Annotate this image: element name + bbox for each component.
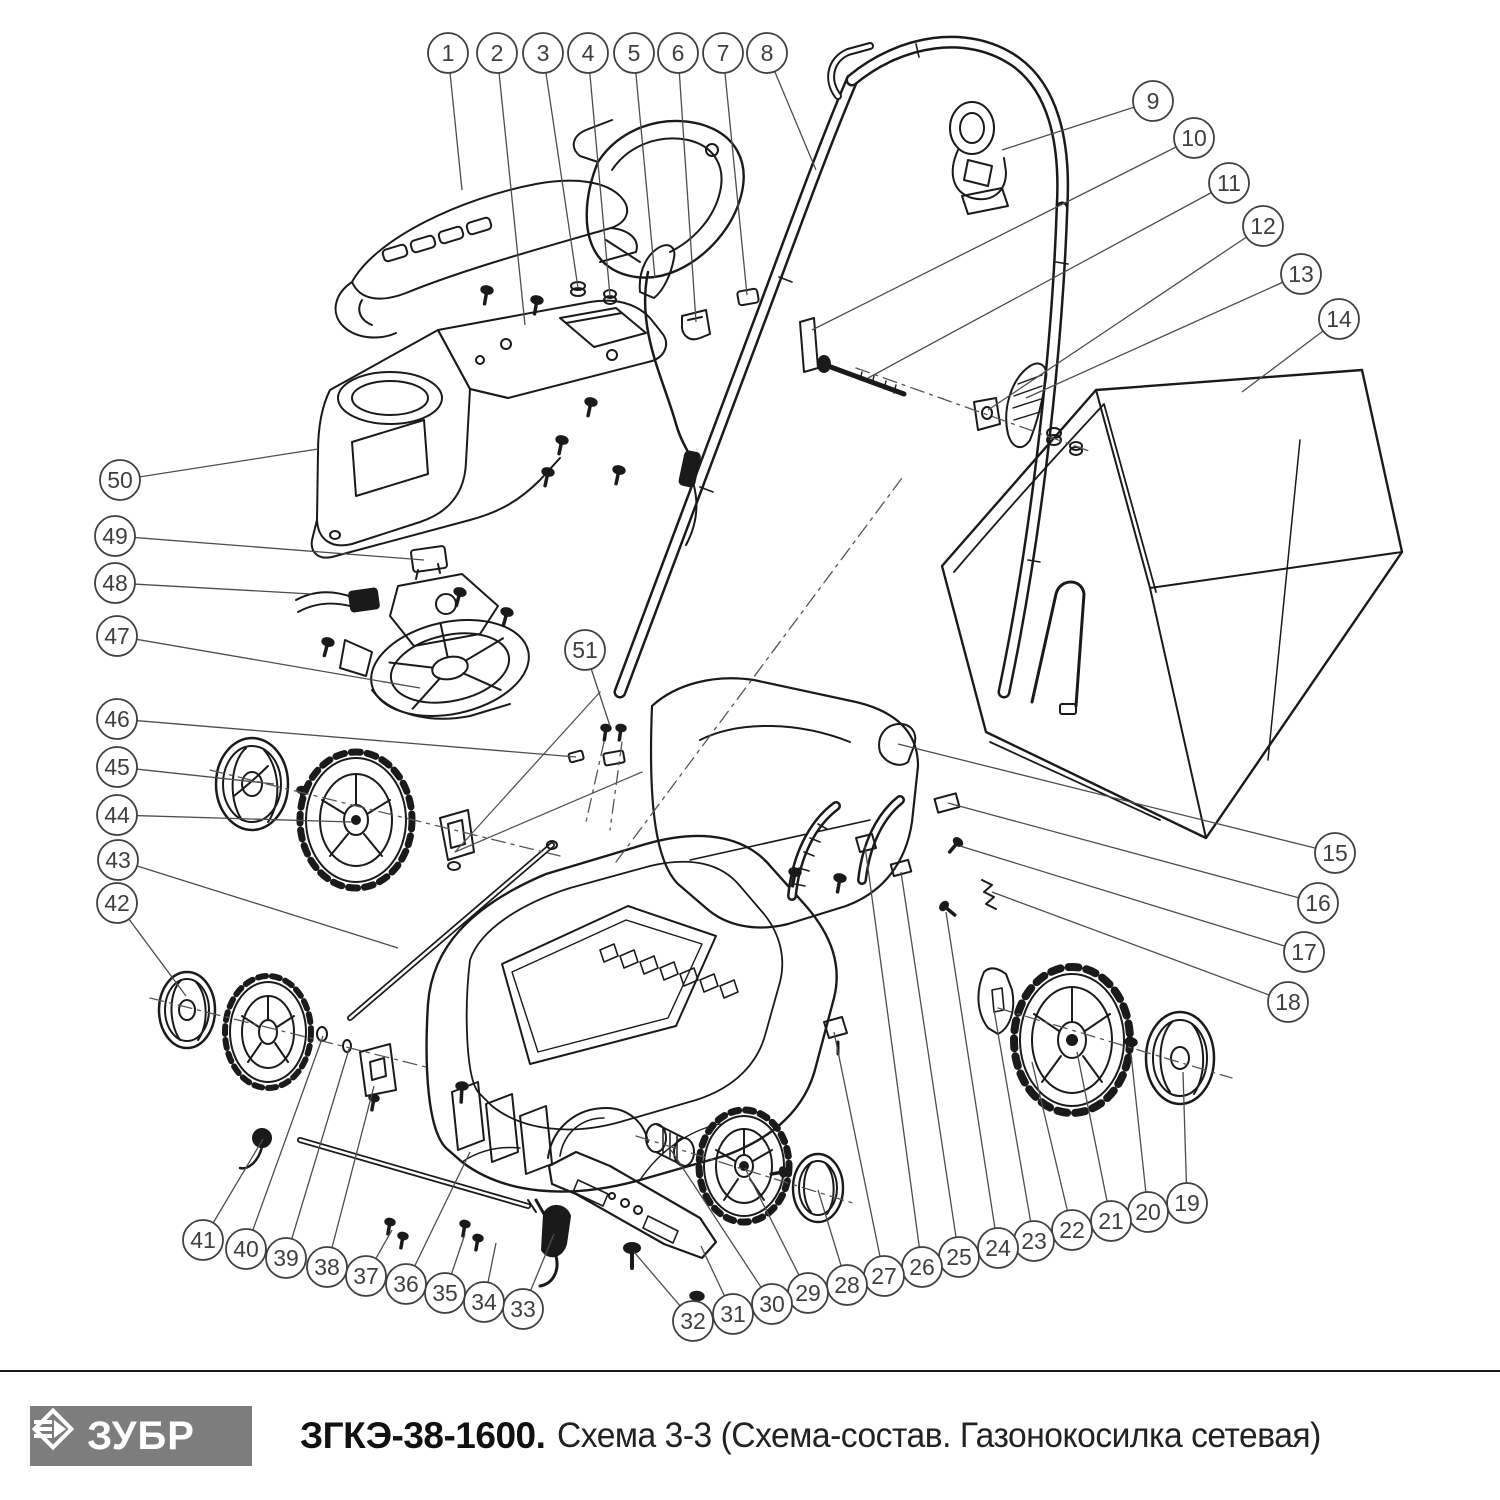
callout-21 xyxy=(1091,1201,1131,1241)
leader-line-48 xyxy=(115,583,312,594)
callout-13 xyxy=(1281,254,1321,294)
svg-text:13: 13 xyxy=(1288,261,1314,287)
callout-26 xyxy=(902,1247,942,1287)
svg-text:36: 36 xyxy=(393,1271,419,1297)
svg-text:28: 28 xyxy=(834,1272,860,1298)
svg-text:1: 1 xyxy=(441,40,455,66)
wheel-front-center xyxy=(699,1110,789,1222)
callout-16 xyxy=(1298,883,1338,923)
leader-line-38 xyxy=(327,1086,374,1267)
callout-17 xyxy=(1284,932,1324,972)
support-arm-rod xyxy=(350,841,557,1018)
leader-line-6 xyxy=(678,53,696,322)
callout-50 xyxy=(100,460,140,500)
schematic-subtitle: Схема 3-3 (Схема-состав. Газонокосилка сетевая) xyxy=(557,1416,1322,1455)
callout-44 xyxy=(97,795,137,835)
svg-text:46: 46 xyxy=(104,706,130,732)
knob-ball-part xyxy=(240,1129,271,1168)
callout-33 xyxy=(503,1289,543,1329)
model-number: ЗГКЭ-38-1600. xyxy=(300,1415,546,1456)
callout-5 xyxy=(614,33,654,73)
caster-bracket-lower xyxy=(360,1044,396,1096)
callout-18 xyxy=(1268,982,1308,1022)
deck-clamp-parts xyxy=(568,750,625,765)
svg-text:47: 47 xyxy=(104,623,130,649)
svg-text:17: 17 xyxy=(1291,939,1317,965)
svg-text:5: 5 xyxy=(627,40,641,66)
svg-text:22: 22 xyxy=(1059,1217,1085,1243)
callout-23 xyxy=(1014,1221,1054,1261)
callout-19 xyxy=(1167,1183,1207,1223)
callout-45 xyxy=(97,747,137,787)
callout-6 xyxy=(658,33,698,73)
svg-text:27: 27 xyxy=(871,1263,897,1289)
callout-37 xyxy=(346,1256,386,1296)
svg-text:26: 26 xyxy=(909,1254,935,1280)
callout-40 xyxy=(226,1229,266,1269)
callout-9 xyxy=(1133,81,1173,121)
svg-text:10: 10 xyxy=(1181,125,1207,151)
svg-text:4: 4 xyxy=(581,40,595,66)
svg-text:50: 50 xyxy=(107,467,133,493)
callout-43 xyxy=(98,840,138,880)
callout-39 xyxy=(266,1238,306,1278)
cord-hook-part xyxy=(950,102,1008,214)
leader-line-43 xyxy=(118,860,398,948)
callout-24 xyxy=(978,1228,1018,1268)
callout-20 xyxy=(1128,1192,1168,1232)
bushing-part xyxy=(646,1124,694,1166)
leader-line-27 xyxy=(834,1032,884,1276)
callout-41 xyxy=(183,1220,223,1260)
callout-29 xyxy=(788,1273,828,1313)
svg-text:31: 31 xyxy=(720,1301,746,1327)
callout-51 xyxy=(565,630,605,670)
callout-3 xyxy=(523,33,563,73)
leader-line-45 xyxy=(117,767,274,784)
wheel-upper-left xyxy=(300,752,412,888)
leader-line-4 xyxy=(588,53,610,296)
svg-text:42: 42 xyxy=(104,890,130,916)
schematic-title xyxy=(300,1406,1353,1466)
callout-30 xyxy=(752,1284,792,1324)
svg-text:44: 44 xyxy=(104,802,130,828)
svg-text:41: 41 xyxy=(190,1227,216,1253)
callout-31 xyxy=(713,1294,753,1334)
leader-line-50 xyxy=(120,449,318,480)
leader-line-12 xyxy=(988,226,1263,410)
svg-text:30: 30 xyxy=(759,1291,785,1317)
rear-housing-part xyxy=(651,678,918,927)
leader-line-44 xyxy=(117,815,352,822)
callout-36 xyxy=(386,1264,426,1304)
callout-4 xyxy=(568,33,608,73)
leader-line-3 xyxy=(543,53,578,288)
spring-anchor-part xyxy=(536,1200,570,1286)
svg-text:7: 7 xyxy=(716,40,730,66)
callout-22 xyxy=(1052,1210,1092,1250)
svg-text:23: 23 xyxy=(1021,1228,1047,1254)
svg-text:32: 32 xyxy=(680,1308,706,1334)
leader-line-21 xyxy=(1077,1052,1111,1221)
callout-35 xyxy=(425,1273,465,1313)
leader-line-20 xyxy=(1131,1054,1148,1212)
motor-hood-part xyxy=(312,301,666,558)
callout-14 xyxy=(1319,299,1359,339)
callout-32 xyxy=(673,1301,713,1341)
callout-27 xyxy=(864,1256,904,1296)
pointer-triangle-lines xyxy=(455,692,642,852)
wheel-hubcap-rear-right xyxy=(1146,1012,1214,1104)
svg-text:48: 48 xyxy=(102,570,128,596)
svg-text:43: 43 xyxy=(105,847,131,873)
svg-text:20: 20 xyxy=(1135,1199,1161,1225)
svg-text:15: 15 xyxy=(1322,840,1348,866)
zubr-arrow-icon xyxy=(30,1406,76,1452)
axle-bracket-upper xyxy=(440,810,474,870)
callout-1 xyxy=(428,33,468,73)
callout-11 xyxy=(1209,163,1249,203)
svg-text:11: 11 xyxy=(1217,170,1241,196)
svg-text:40: 40 xyxy=(233,1236,259,1262)
leader-line-24 xyxy=(946,912,998,1248)
callout-7 xyxy=(703,33,743,73)
callout-8 xyxy=(747,33,787,73)
callout-49 xyxy=(95,516,135,556)
svg-text:19: 19 xyxy=(1174,1190,1200,1216)
switch-block-part xyxy=(411,546,448,579)
svg-text:45: 45 xyxy=(104,754,130,780)
callout-leader-lines xyxy=(115,53,1339,1321)
svg-text:39: 39 xyxy=(273,1245,299,1271)
callout-28 xyxy=(827,1265,867,1305)
svg-text:18: 18 xyxy=(1275,989,1301,1015)
svg-text:35: 35 xyxy=(432,1280,458,1306)
svg-text:14: 14 xyxy=(1326,306,1352,332)
svg-text:6: 6 xyxy=(671,40,685,66)
svg-text:34: 34 xyxy=(471,1289,497,1315)
callout-47 xyxy=(97,616,137,656)
wheel-hubcap-front xyxy=(793,1154,843,1222)
leader-line-16 xyxy=(948,803,1318,903)
svg-text:37: 37 xyxy=(353,1263,379,1289)
footer xyxy=(0,1372,1500,1500)
brand-logo xyxy=(30,1406,252,1466)
callout-25 xyxy=(939,1237,979,1277)
svg-text:29: 29 xyxy=(795,1280,821,1306)
leader-line-26 xyxy=(865,846,922,1267)
svg-text:51: 51 xyxy=(572,637,598,663)
leader-line-25 xyxy=(901,872,959,1257)
leader-line-9 xyxy=(1002,101,1153,150)
wheel-rear-right xyxy=(1014,967,1130,1113)
svg-text:33: 33 xyxy=(510,1296,536,1322)
callout-12 xyxy=(1243,206,1283,246)
svg-text:16: 16 xyxy=(1305,890,1331,916)
svg-text:8: 8 xyxy=(760,40,774,66)
leader-line-49 xyxy=(115,536,424,560)
wheel-lower-left xyxy=(225,976,311,1088)
handle-grip-part xyxy=(336,181,637,338)
svg-text:25: 25 xyxy=(946,1244,972,1270)
callout-48 xyxy=(95,563,135,603)
brand-name: ЗУБР xyxy=(87,1414,195,1458)
svg-text:3: 3 xyxy=(536,40,550,66)
callout-34 xyxy=(464,1282,504,1322)
svg-text:21: 21 xyxy=(1098,1208,1124,1234)
svg-text:24: 24 xyxy=(985,1235,1011,1261)
callout-2 xyxy=(477,33,517,73)
callout-10 xyxy=(1174,118,1214,158)
svg-text:38: 38 xyxy=(314,1254,340,1280)
mower-deck-part xyxy=(427,836,837,1192)
right-small-parts xyxy=(824,724,1013,1054)
callout-38 xyxy=(307,1247,347,1287)
svg-text:49: 49 xyxy=(102,523,128,549)
leader-line-2 xyxy=(497,53,525,325)
front-axle-rod xyxy=(300,1140,536,1212)
callout-46 xyxy=(97,699,137,739)
power-cable-part xyxy=(296,588,379,612)
wheel-hubcap-upper-left xyxy=(216,738,288,830)
callout-15 xyxy=(1315,833,1355,873)
svg-text:12: 12 xyxy=(1250,213,1276,239)
leader-line-47 xyxy=(117,636,420,688)
callout-42 xyxy=(97,883,137,923)
svg-text:2: 2 xyxy=(490,40,504,66)
leader-line-10 xyxy=(812,138,1194,330)
svg-text:9: 9 xyxy=(1146,88,1160,114)
wheel-hubcap-lower-left xyxy=(159,972,215,1048)
leader-line-15 xyxy=(898,744,1335,853)
